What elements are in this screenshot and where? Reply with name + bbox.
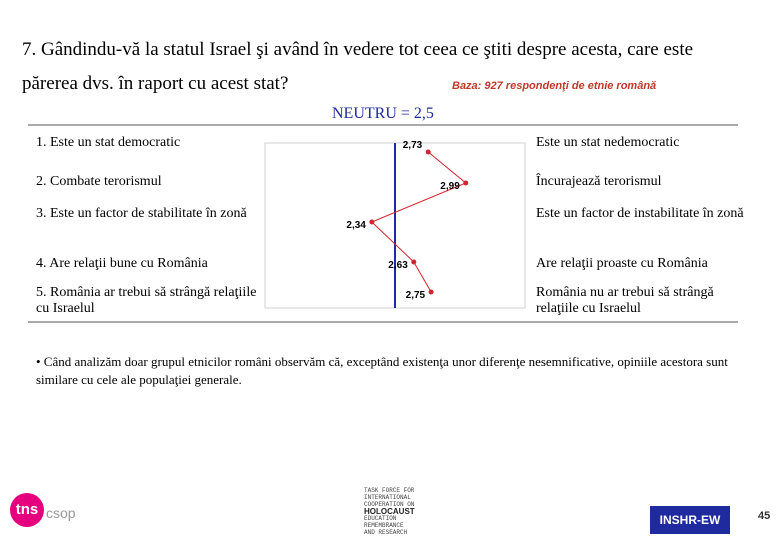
data-label-1: 2,73 — [402, 140, 423, 151]
data-point-3 — [369, 220, 374, 225]
item-4-left-label: 4. Are relaţii bune cu România — [36, 256, 208, 271]
neutral-label: NEUTRU = 2,5 — [332, 105, 434, 122]
tns-logo: tns — [10, 493, 44, 527]
item-4-right-label: Are relaţii proaste cu România — [536, 256, 708, 271]
data-point-1 — [426, 150, 431, 155]
question-line-1: 7. Gândindu-vă la statul Israel şi având în vedere tot ceea ce ştiti despre acesta, care este — [22, 39, 694, 60]
data-label-2: 2,99 — [440, 181, 460, 192]
taskforce-line: COOPERATION ON — [364, 501, 415, 508]
item-5-left-label: 5. România ar trebui să strângă relaţiile cu Israelul — [36, 285, 257, 316]
taskforce-line: TASK FORCE FOR — [364, 487, 415, 494]
page-number: 45 — [758, 510, 771, 522]
inshr-ew-badge: INSHR-EW — [650, 506, 730, 534]
csop-logo-text: csop — [46, 505, 76, 521]
item-2-right-label: Încurajează terorismul — [536, 174, 662, 189]
taskforce-line: REMEMBRANCE — [364, 522, 404, 529]
taskforce-line: HOLOCAUST — [364, 507, 415, 516]
base-note: Baza: 927 respondenţi de etnie română — [452, 80, 657, 92]
item-3-left-label: 3. Este un factor de stabilitate în zonă — [36, 206, 247, 221]
data-label-3: 2,34 — [346, 220, 366, 231]
analysis-note: • Când analizăm doar grupul etnicilor români observăm că, exceptând existenţa unor diferenţe nesemnificative, opiniile acestora sunt similare cu cele ale populaţiei generale. — [36, 354, 728, 387]
task-force-logo — [364, 487, 424, 536]
item-1-right-label: Este un stat nedemocratic — [536, 135, 680, 150]
taskforce-line: INTERNATIONAL — [364, 494, 411, 501]
data-point-2 — [463, 181, 468, 186]
data-point-4 — [411, 260, 416, 265]
item-5-right-label: România nu ar trebui să strângă relaţiile cu Israelul — [536, 285, 714, 316]
taskforce-line: AND RESEARCH — [364, 529, 408, 536]
item-1-left-label: 1. Este un stat democratic — [36, 135, 181, 150]
question-line-2: părerea dvs. în raport cu acest stat? — [22, 73, 289, 94]
data-label-4: 2,63 — [388, 260, 408, 271]
item-2-left-label: 2. Combate terorismul — [36, 174, 162, 189]
data-point-5 — [429, 290, 434, 295]
item-3-right-label: Este un factor de instabilitate în zonă — [536, 206, 744, 221]
series-line — [372, 152, 466, 292]
data-label-5: 2,75 — [405, 290, 426, 301]
taskforce-line: EDUCATION — [364, 515, 397, 522]
